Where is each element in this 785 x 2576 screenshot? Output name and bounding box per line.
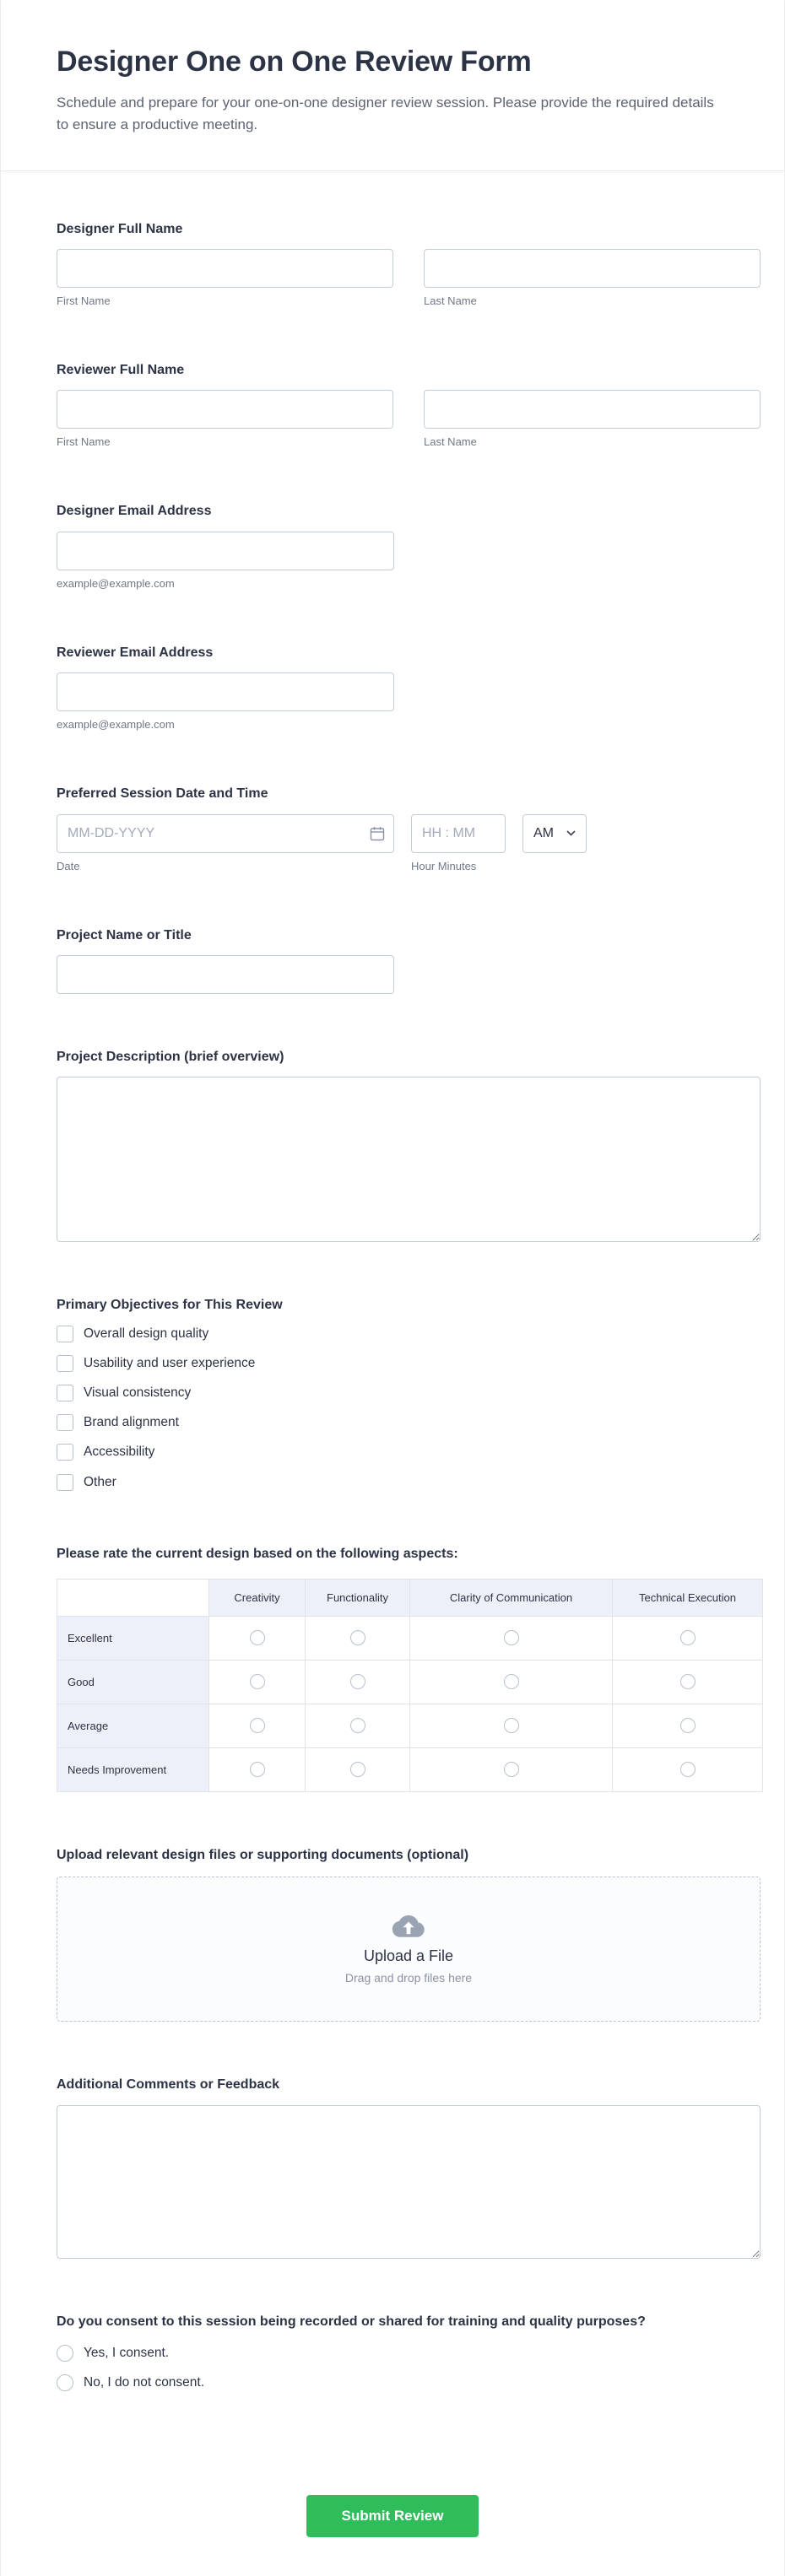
form-header [1,0,784,171]
matrix-radio[interactable] [680,1674,696,1689]
objective-checkbox[interactable] [57,1355,73,1372]
option-label: No, I do not consent. [84,2375,205,2390]
matrix-row-header: Good [57,1661,209,1704]
option-label: Brand alignment [84,1415,179,1430]
matrix-cell[interactable] [410,1661,613,1704]
question-project-name [57,926,761,994]
chevron-down-icon [566,830,576,836]
question-label: Please rate the current design based on the following aspects: [57,1546,458,1561]
first-name-col [57,249,393,307]
page-title: Designer One on One Review Form [57,46,532,78]
name-fields-row [57,390,761,448]
field-sublabel: example@example.com [57,718,175,732]
option-label: Other [84,1474,116,1489]
question-project-description [57,1048,761,1242]
submit-row [1,2446,784,2576]
submit-button[interactable]: Submit Review [306,2495,479,2537]
matrix-cell[interactable] [306,1661,410,1704]
question-reviewer-email [57,644,761,731]
matrix-row-header: Excellent [57,1617,209,1661]
question-label: Upload relevant design files or supporting documents (optional) [57,1848,469,1863]
ampm-selected-value: AM [533,825,554,840]
comments-textarea[interactable] [57,2105,761,2259]
question-file-upload [57,1846,761,2022]
matrix-row [57,1748,763,1792]
matrix-cell[interactable] [306,1748,410,1792]
datetime-row [57,814,761,872]
upload-title: Upload a File [363,1947,454,1965]
project-description-textarea[interactable] [57,1077,761,1242]
question-comments [57,2076,761,2258]
question-objectives [57,1296,761,1490]
question-label: Additional Comments or Feedback [57,2077,280,2093]
matrix-cell[interactable] [613,1617,763,1661]
question-label: Reviewer Full Name [57,363,185,378]
question-rating-matrix [57,1545,761,1792]
consent-radio[interactable] [57,2345,73,2362]
matrix-cell[interactable] [410,1704,613,1748]
objective-checkbox[interactable] [57,1414,73,1431]
email-field-col [57,672,394,731]
matrix-radio[interactable] [504,1630,519,1645]
last-name-col [424,390,761,448]
designer-first-name-input[interactable] [57,249,393,288]
designer-email-input[interactable] [57,532,394,570]
question-designer-name [57,220,761,307]
matrix-cell[interactable] [613,1661,763,1704]
project-name-col [57,955,394,994]
matrix-cell[interactable] [209,1617,306,1661]
objective-checkbox[interactable] [57,1474,73,1491]
field-sublabel: Hour Minutes [411,859,477,872]
objective-option[interactable] [57,1385,761,1401]
matrix-row-header: Needs Improvement [57,1748,209,1792]
matrix-cell[interactable] [613,1748,763,1792]
consent-radio[interactable] [57,2374,73,2391]
matrix-column-header: Technical Execution [613,1580,763,1617]
objective-checkbox[interactable] [57,1385,73,1401]
session-time-input[interactable] [411,814,506,853]
matrix-cell[interactable] [306,1617,410,1661]
question-session-datetime [57,785,761,872]
matrix-radio[interactable] [680,1630,696,1645]
matrix-cell[interactable] [410,1617,613,1661]
matrix-radio[interactable] [350,1674,365,1689]
matrix-cell[interactable] [306,1704,410,1748]
matrix-radio[interactable] [504,1762,519,1777]
date-col [57,814,394,872]
ampm-select[interactable] [522,814,587,853]
rating-matrix [57,1579,763,1792]
project-name-input[interactable] [57,955,394,994]
question-label: Designer Email Address [57,504,212,519]
matrix-row [57,1617,763,1661]
consent-option[interactable] [57,2345,761,2362]
matrix-row-header: Average [57,1704,209,1748]
option-label: Visual consistency [84,1385,192,1401]
date-input-wrap [57,814,394,853]
option-label: Overall design quality [84,1326,209,1341]
matrix-radio[interactable] [250,1762,265,1777]
file-upload-area[interactable] [57,1877,761,2022]
matrix-row [57,1661,763,1704]
question-designer-email [57,502,761,589]
upload-hint: Drag and drop files here [344,1971,473,1985]
designer-last-name-input[interactable] [424,249,761,288]
matrix-radio[interactable] [350,1718,365,1733]
field-sublabel: First Name [57,435,111,449]
matrix-row [57,1704,763,1748]
reviewer-last-name-input[interactable] [424,390,761,429]
matrix-radio[interactable] [680,1762,696,1777]
email-field-col [57,532,394,590]
question-consent [57,2313,761,2392]
question-label: Primary Objectives for This Review [57,1298,283,1313]
matrix-column-header: Creativity [209,1580,306,1617]
matrix-header-row [57,1580,763,1617]
option-label: Usability and user experience [84,1355,256,1370]
option-label: Yes, I consent. [84,2346,170,2361]
question-label: Preferred Session Date and Time [57,786,268,802]
field-sublabel: First Name [57,294,111,308]
reviewer-email-input[interactable] [57,672,394,711]
matrix-radio[interactable] [250,1674,265,1689]
matrix-cell[interactable] [613,1704,763,1748]
matrix-radio[interactable] [350,1630,365,1645]
cloud-upload-icon [392,1914,425,1940]
objective-option[interactable] [57,1326,761,1342]
matrix-cell[interactable] [410,1748,613,1792]
first-name-col [57,390,393,448]
page-subtitle: Schedule and prepare for your one-on-one designer review session. Please provide the required details to ensure a productive meeting. [57,95,714,133]
calendar-icon[interactable] [370,826,385,841]
matrix-radio[interactable] [504,1718,519,1733]
option-label: Accessibility [84,1445,155,1460]
question-label: Do you consent to this session being recorded or shared for training and quality purposes? [57,2314,646,2329]
matrix-radio[interactable] [250,1630,265,1645]
objective-checkbox[interactable] [57,1326,73,1342]
field-sublabel: Date [57,859,80,872]
matrix-cell[interactable] [209,1704,306,1748]
field-sublabel: Last Name [424,294,477,308]
matrix-radio[interactable] [504,1674,519,1689]
objective-option[interactable] [57,1414,761,1431]
matrix-cell[interactable] [209,1748,306,1792]
form-body [1,171,784,2392]
matrix-radio[interactable] [250,1718,265,1733]
objective-option[interactable] [57,1444,761,1461]
question-label: Project Name or Title [57,927,192,942]
matrix-radio[interactable] [680,1718,696,1733]
objective-checkbox[interactable] [57,1444,73,1461]
objective-option[interactable] [57,1355,761,1372]
question-reviewer-name [57,361,761,448]
question-label: Reviewer Email Address [57,645,214,660]
objective-option[interactable] [57,1474,761,1491]
consent-option[interactable] [57,2374,761,2391]
reviewer-first-name-input[interactable] [57,390,393,429]
time-col [411,814,506,872]
question-label: Designer Full Name [57,221,183,236]
session-date-input[interactable] [57,814,394,853]
matrix-column-header: Functionality [306,1580,410,1617]
last-name-col [424,249,761,307]
matrix-radio[interactable] [350,1762,365,1777]
matrix-cell[interactable] [209,1661,306,1704]
matrix-column-header: Clarity of Communication [410,1580,613,1617]
question-label: Project Description (brief overview) [57,1050,284,1065]
name-fields-row [57,249,761,307]
field-sublabel: example@example.com [57,576,175,590]
matrix-corner-cell [57,1580,209,1617]
field-sublabel: Last Name [424,435,477,449]
